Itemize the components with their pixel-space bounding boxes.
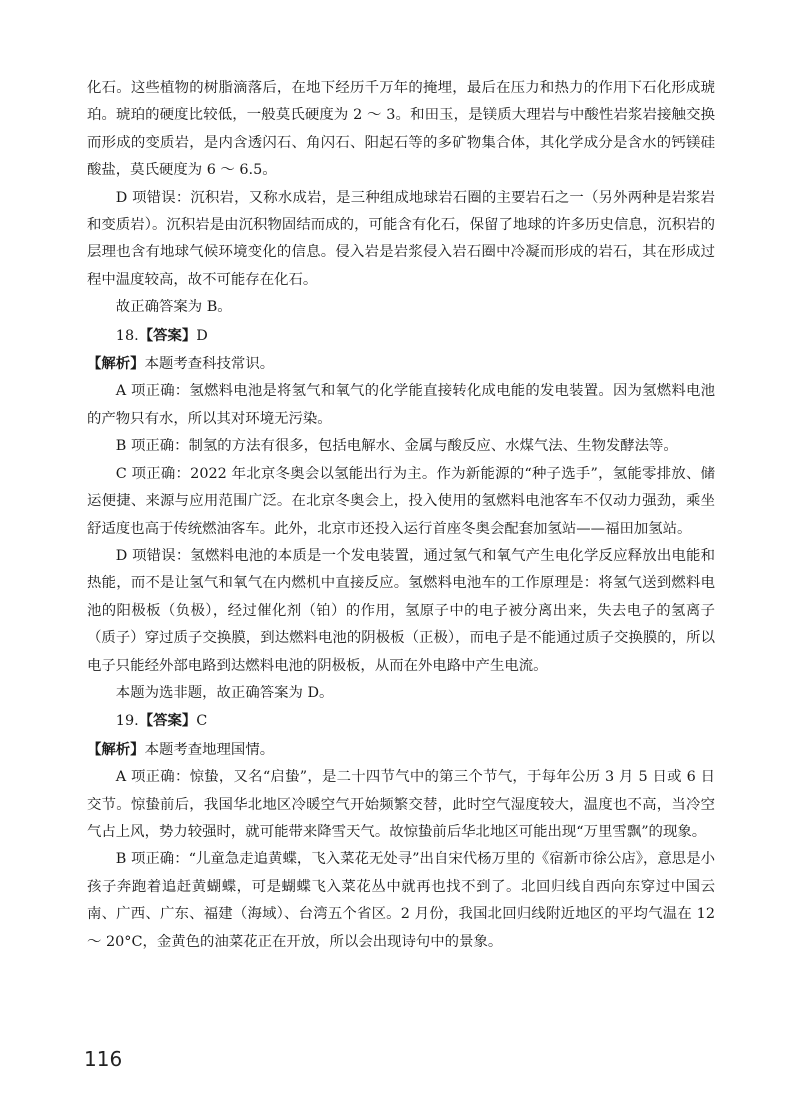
- question-number: 18.: [115, 327, 139, 344]
- paragraph-conclusion-18: 本题为选非题，故正确答案为 D。: [115, 684, 334, 701]
- analysis-text: 本题考查科技常识。: [144, 356, 275, 373]
- answer-line-18: [87, 322, 715, 350]
- analysis-label: 【解析】: [87, 355, 145, 373]
- paragraph-option-b-geography: B 项正确：“儿童急走追黄蝶，飞入菜花无处寻”出自宋代杨万里的《宿新市徐公店》，意思是小孩子奔跑着追赶黄蝴蝶，可是蝴蝶飞入菜花丛中就再也找不到了。北回归线自西向东穿过中国云南、广西、广东、福建（海域）、台湾五个省区。2 月份，我国北回归线附近地区的平均气温在 12 ～ 20°C，金黄色的油菜花正在开放，所以会出现诗句中的景象。: [87, 851, 715, 950]
- paragraph-continued: 化石。这些植物的树脂滴落后，在地下经历千万年的掩埋，最后在压力和热力的作用下石化形成琥珀。琥珀的硬度比较低，一般莫氏硬度为 2 ～ 3。和田玉，是镁质大理岩与中酸性岩浆岩接触交换而形成的变质岩，是内含透闪石、角闪石、阳起石等的多矿物集合体，其化学成分是含水的钙镁硅酸盐，莫氏硬度为 6 ～ 6.5。: [87, 80, 715, 179]
- paragraph-conclusion-17: 故正确答案为 B。: [115, 299, 232, 316]
- answer-line-19: [87, 707, 715, 735]
- paragraph-option-c-hydrogen: C 项正确：2022 年北京冬奥会以氢能出行为主。作为新能源的“种子选手”，氢能零排放、储运便捷、来源与应用范围广泛。在北京冬奥会上，投入使用的氢燃料电池客车不仅动力强劲，乘坐舒适度也高于传统燃油客车。此外，北京市还投入运行首座冬奥会配套加氢站——福田加氢站。: [87, 465, 715, 537]
- paragraph-option-a-geography: A 项正确：惊蛰，又名“启蛰”，是二十四节气中的第三个节气，于每年公历 3 月 5 日或 6 日交节。惊蛰前后，我国华北地区冷暖空气开始频繁交替，此时空气湿度较大，温度也不高，当冷空气占上风，势力较强时，就可能带来降雪天气。故惊蛰前后华北地区可能出现“万里雪飘”的现象。: [87, 769, 715, 840]
- analysis-line-18: [87, 350, 715, 378]
- page-body: [87, 75, 715, 956]
- paragraph-option-d-hydrogen: D 项错误：氢燃料电池的本质是一个发电装置，通过氢气和氧气产生电化学反应释放出电能和热能，而不是让氢气和氧气在内燃机中直接反应。氢燃料电池车的工作原理是：将氢气送到燃料电池的阳极板（负极），经过催化剂（铂）的作用，氢原子中的电子被分离出来，失去电子的氢离子（质子）穿过质子交换膜，到达燃料电池的阴极板（正极），而电子是不能通过质子交换膜的，所以电子只能经外部电路到达燃料电池的阴极板，从而在外电路中产生电流。: [87, 547, 715, 674]
- answer-value: C: [196, 713, 208, 730]
- answer-label: 【答案】: [138, 712, 197, 730]
- analysis-label: 【解析】: [87, 740, 145, 758]
- answer-label: 【答案】: [138, 326, 197, 344]
- analysis-line-19: [87, 736, 715, 764]
- paragraph-option-d-rock: D 项错误：沉积岩，又称水成岩，是三种组成地球岩石圈的主要岩石之一（另外两种是岩浆岩和变质岩）。沉积岩是由沉积物固结而成的，可能含有化石，保留了地球的许多历史信息，沉积岩的层理也含有地球气候环境变化的信息。侵入岩是岩浆侵入岩石圈中冷凝而形成的岩石，其在形成过程中温度较高，故不可能存在化石。: [87, 189, 715, 288]
- paragraph-option-b-hydrogen: B 项正确：制氢的方法有很多，包括电解水、金属与酸反应、水煤气法、生物发酵法等。: [115, 438, 678, 455]
- page-number: 116: [84, 1047, 123, 1071]
- answer-value: D: [196, 327, 208, 344]
- analysis-text: 本题考查地理国情。: [144, 741, 275, 758]
- question-number: 19.: [115, 713, 139, 730]
- paragraph-option-a-hydrogen: A 项正确：氢燃料电池是将氢气和氧气的化学能直接转化成电能的发电装置。因为氢燃料电池的产物只有水，所以其对环境无污染。: [87, 383, 715, 427]
